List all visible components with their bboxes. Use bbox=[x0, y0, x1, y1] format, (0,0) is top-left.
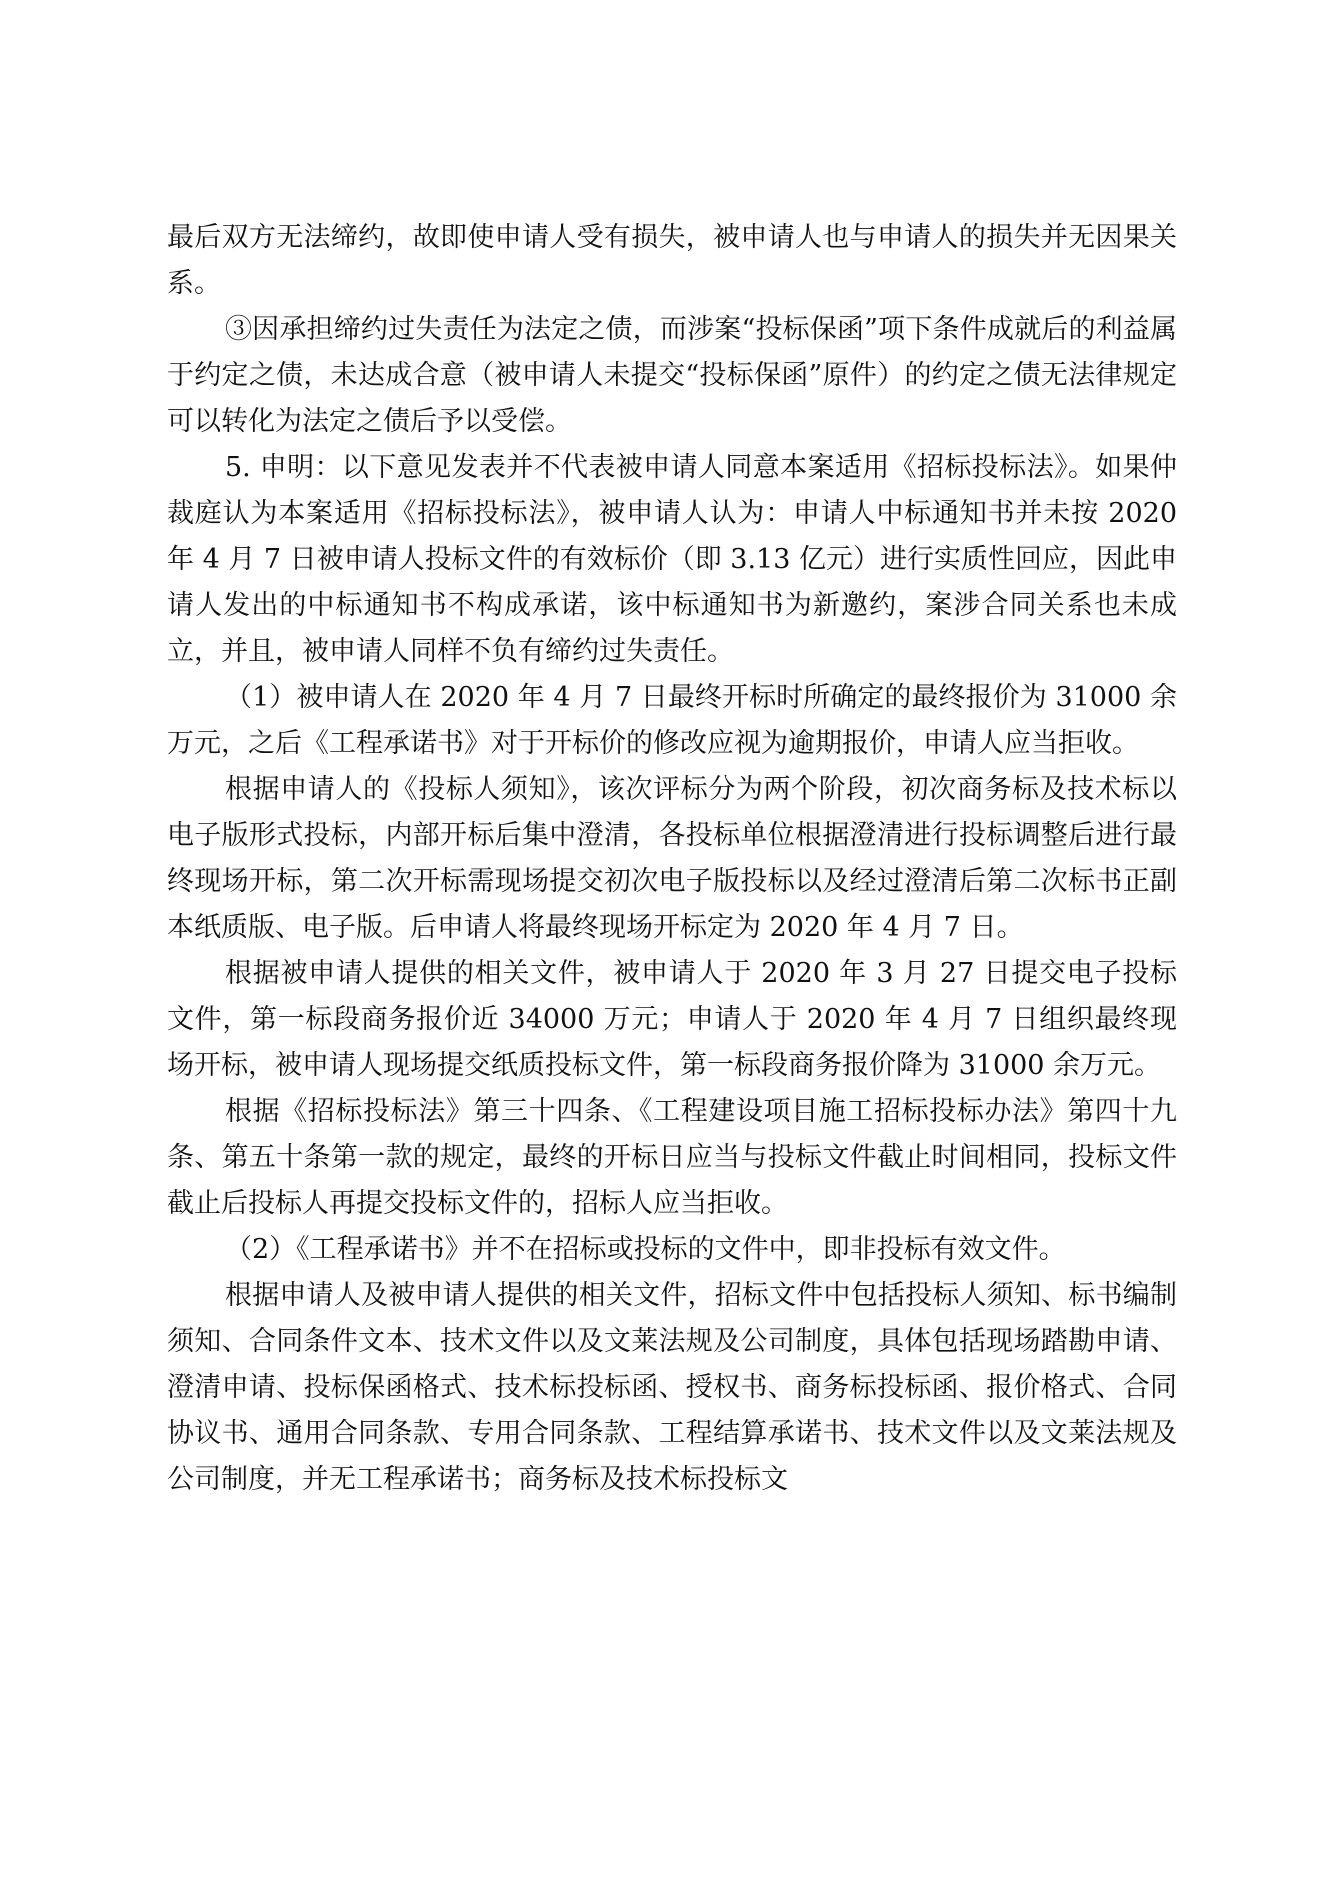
paragraph: （2）《工程承诺书》并不在招标或投标的文件中，即非投标有效文件。 bbox=[225, 1234, 1066, 1265]
paragraph: 根据申请人及被申请人提供的相关文件，招标文件中包括投标人须知、标书编制须知、合同条件文本、技术文件以及文莱法规及公司制度，具体包括现场踏勘申请、澄清申请、投标保函格式、技术标投标函、授权书、商务标投标函、报价格式、合同协议书、通用合同条款、专用合同条款、工程结算承诺书、技术文件以及文莱法规及公司制度，并无工程承诺书；商务标及技术标投标文 bbox=[167, 1280, 1177, 1495]
paragraph: 根据被申请人提供的相关文件，被申请人于 2020 年 3 月 27 日提交电子投标文件，第一标段商务报价近 34000 万元；申请人于 2020 年 4 月 7 日组织最终现场开标，被申请人现场提交纸质投标文件，第一标段商务报价降为 31000 余万元。 bbox=[167, 958, 1177, 1081]
paragraph: （1）被申请人在 2020 年 4 月 7 日最终开标时所确定的最终报价为 31000 余万元，之后《工程承诺书》对于开标价的修改应视为逾期报价，申请人应当拒收。 bbox=[167, 682, 1177, 759]
paragraph: ③因承担缔约过失责任为法定之债，而涉案“投标保函”项下条件成就后的利益属于约定之债，未达成合意（被申请人未提交“投标保函”原件）的约定之债无法律规定可以转化为法定之债后予以受偿。 bbox=[167, 314, 1177, 437]
paragraph: 5. 申明：以下意见发表并不代表被申请人同意本案适用《招标投标法》。如果仲裁庭认为本案适用《招标投标法》，被申请人认为：申请人中标通知书并未按 2020 年 4 月 7 日被申请人投标文件的有效标价（即 3.13 亿元）进行实质性回应，因此申请人发出的中标通知书不构成承诺，该中标通知书为新邀约，案涉合同关系也未成立，并且，被申请人同样不负有缔约过失责任。 bbox=[167, 452, 1177, 667]
paragraph: 最后双方无法缔约，故即使申请人受有损失，被申请人也与申请人的损失并无因果关系。 bbox=[167, 222, 1177, 299]
paragraph: 根据《招标投标法》第三十四条、《工程建设项目施工招标投标办法》第四十九条、第五十条第一款的规定，最终的开标日应当与投标文件截止时间相同，投标文件截止后投标人再提交投标文件的，招标人应当拒收。 bbox=[167, 1096, 1177, 1219]
paragraph: 根据申请人的《投标人须知》，该次评标分为两个阶段，初次商务标及技术标以电子版形式投标，内部开标后集中澄清，各投标单位根据澄清进行投标调整后进行最终现场开标，第二次开标需现场提交初次电子版投标以及经过澄清后第二次标书正副本纸质版、电子版。后申请人将最终现场开标定为 2020 年 4 月 7 日。 bbox=[167, 774, 1177, 943]
document-body bbox=[167, 215, 1177, 1503]
